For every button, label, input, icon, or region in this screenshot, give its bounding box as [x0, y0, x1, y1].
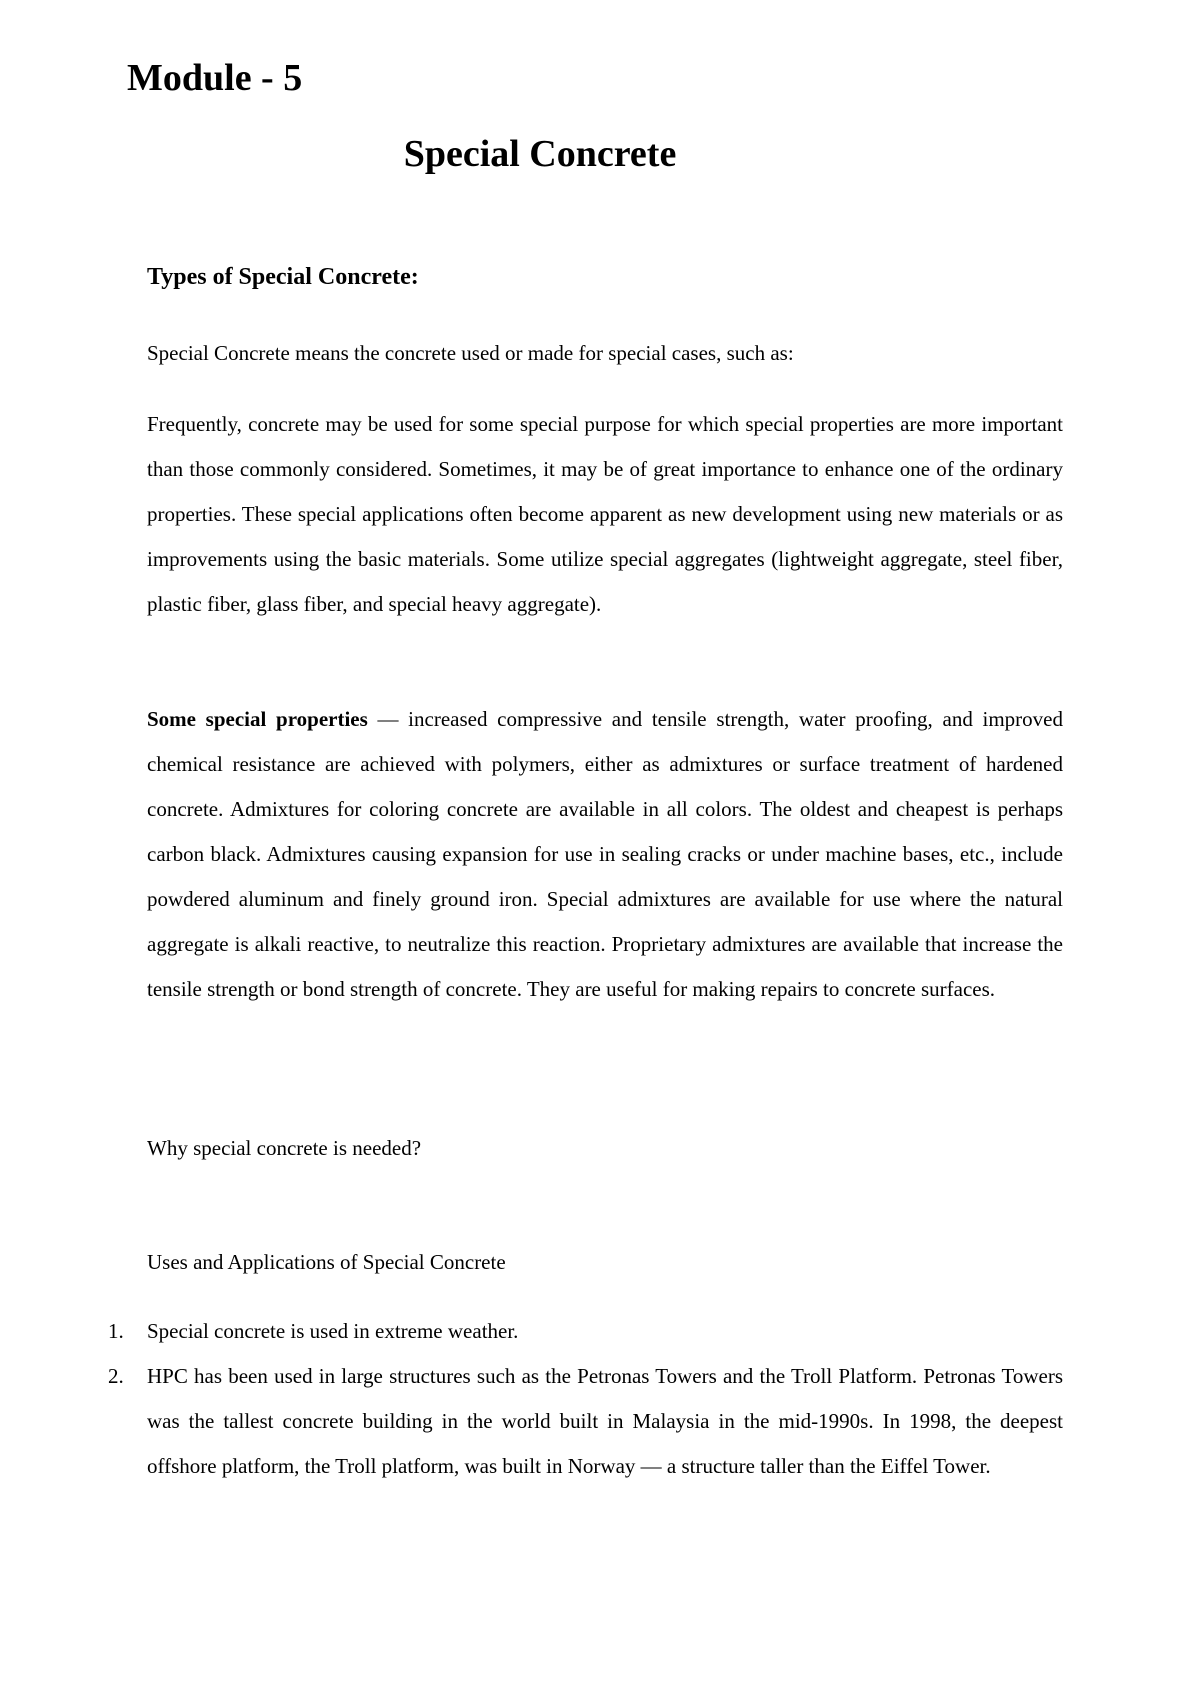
list-item-number: 2. — [108, 1364, 124, 1388]
paragraph-special-purpose: Frequently, concrete may be used for some special purpose for which special properties are more important than those commonly considered. Sometimes, it may be of great importance to enhance one of the ordinary properties. These special applications often become apparent as new development using new materials or as improvements using the basic materials. Some utilize special aggregates (lightweight aggregate, steel fiber, plastic fiber, glass fiber, and special heavy aggregate). — [147, 412, 1063, 616]
special-properties-body: — increased compressive and tensile strength, water proofing, and improved chemical resistance are achieved with polymers, either as admixtures or surface treatment of hardened concrete. Admixtures for coloring concrete are available in all colors. The oldest and cheapest is perhaps carbon black. Admixtures causing expansion for use in sealing cracks or under machine bases, etc., include powdered aluminum and finely ground iron. Special admixtures are available for use where the natural aggregate is alkali reactive, to neutralize this reaction. Proprietary admixtures are available that increase the tensile strength or bond strength of concrete. They are useful for making repairs to concrete surfaces. — [147, 707, 1063, 1001]
module-title: Module - 5 — [127, 57, 303, 99]
intro-text: Special Concrete means the concrete used or made for special cases, such as: — [147, 341, 794, 365]
question-text: Why special concrete is needed? — [147, 1136, 422, 1160]
document-title: Special Concrete — [403, 133, 677, 175]
special-properties-lead: Some special properties — [147, 707, 368, 731]
paragraph-special-properties — [147, 697, 1063, 1012]
list-item — [0, 1309, 1063, 1354]
uses-list — [0, 1309, 1063, 1489]
list-item-text: HPC has been used in large structures such as the Petronas Towers and the Troll Platform. Petronas Towers was the tallest concrete building in the world built in Malaysia in the mid-1990s. In 1998, the deepest offshore platform, the Troll platform, was built in Norway — a structure taller than the Eiffel Tower. — [147, 1364, 1063, 1478]
list-item-number: 1. — [108, 1319, 124, 1343]
uses-heading: Uses and Applications of Special Concrete — [147, 1250, 506, 1274]
list-item-text: Special concrete is used in extreme weather. — [147, 1319, 519, 1343]
section-heading: Types of Special Concrete: — [147, 264, 419, 290]
list-item — [0, 1354, 1063, 1489]
